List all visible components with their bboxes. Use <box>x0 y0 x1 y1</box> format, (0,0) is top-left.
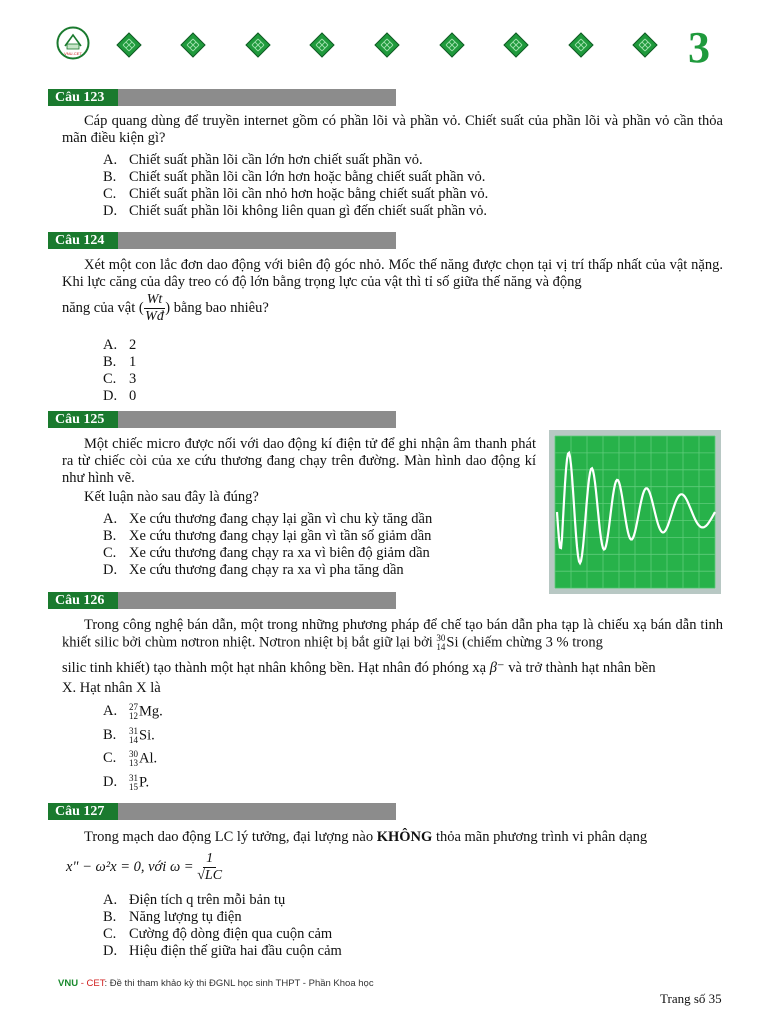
answer-option: C. 30 13 Al. <box>103 749 158 768</box>
question-header-bar <box>48 232 396 249</box>
ratio-fraction: $\frac{Wt}{Wđ}$ <box>145 292 164 324</box>
question-text: Trong công nghệ bán dẫn, một trong những phương pháp để chế tạo bán dẫn pha tạp là chiếu xạ bán dẫn tinh khiết silic bởi chùm nơtron nhiệt. Nơtron nhiệt bị bắt giữ lại bởi 30 14 Si (chiếm chừng 3 % trong <box>62 617 723 652</box>
diamond-ornament-icon <box>568 32 594 58</box>
question-label: Câu 125 <box>48 411 118 428</box>
answer-option: D. Xe cứu thương đang chạy ra xa vì pha tăng dần <box>103 562 404 578</box>
answer-option: C. Chiết suất phần lõi cần nhỏ hơn hoặc bằng chiết suất phần vỏ. <box>103 186 489 202</box>
oscilloscope-screen <box>549 430 721 594</box>
answer-option: C. Xe cứu thương đang chạy ra xa vì biên độ giảm dần <box>103 545 430 561</box>
question-text-continued: X. Hạt nhân X là <box>62 680 161 696</box>
answer-option: A. Điện tích q trên mỗi bản tụ <box>103 892 286 908</box>
question-label: Câu 123 <box>48 89 118 106</box>
answer-option: B. 1 <box>103 354 137 370</box>
diamond-ornament-icon <box>180 32 206 58</box>
question-header-bar <box>48 592 396 609</box>
differential-equation: x" − ω²x = 0, với ω = $\frac{1}{√LC}$ <box>66 851 223 883</box>
answer-option: B. Năng lượng tụ điện <box>103 909 242 925</box>
answer-option: D. Chiết suất phần lõi không liên quan gì đến chiết suất phần vỏ. <box>103 203 488 219</box>
answer-option: B. Chiết suất phần lõi cần lớn hơn hoặc bằng chiết suất phần vỏ. <box>103 169 486 185</box>
answer-option: B. 31 14 Si. <box>103 726 155 745</box>
nuclide-notation: 30 14 <box>436 633 446 652</box>
diamond-ornament-icon <box>116 32 142 58</box>
diamond-ornament-icon <box>374 32 400 58</box>
diamond-ornament-icon <box>632 32 658 58</box>
omega-fraction: $\frac{1}{√LC}$ <box>197 851 223 883</box>
question-text: Trong mạch dao động LC lý tưởng, đại lượng nào KHÔNG thỏa mãn phương trình vi phân dạng <box>84 829 648 845</box>
answer-option: B. Xe cứu thương đang chạy lại gần vì tần số giảm dần <box>103 528 432 544</box>
question-text: Xét một con lắc đơn dao động với biên độ góc nhỏ. Mốc thế năng được chọn tại vị trí thấp nhất của vật nặng. Khi lực căng của dây treo có độ lớn bằng trọng lực của vật thì tỉ số giữa thế năng và động <box>62 257 723 290</box>
answer-option: A. 27 12 Mg. <box>103 702 163 721</box>
question-text: Một chiếc micro được nối với dao động kí điện tử để ghi nhận âm thanh phát ra từ chiếc còi của xe cứu thương đang chạy trên đường. Màn hình dao động kí như hình vẽ. <box>62 436 536 486</box>
question-text: Cáp quang dùng để truyền internet gồm có phần lõi và phần vỏ. Chiết suất của phần lõi và phần vỏ cần thỏa mãn điều kiện gì? <box>62 113 723 146</box>
answer-option: D. 0 <box>103 388 137 404</box>
diamond-ornament-icon <box>503 32 529 58</box>
footer-source: VNU - CET: Đề thi tham khảo kỳ thi ĐGNL học sinh THPT - Phần Khoa học <box>58 978 374 989</box>
question-label: Câu 126 <box>48 592 118 609</box>
page-number: 3 <box>688 23 710 72</box>
diamond-ornament-icon <box>245 32 271 58</box>
answer-option: A. Chiết suất phần lõi cần lớn hơn chiết suất phần vỏ. <box>103 152 423 168</box>
question-text-continued: năng của vật ( $\frac{Wt}{Wđ}$ ) bằng bao nhiêu? <box>62 292 269 324</box>
question-text-continued: silic tinh khiết) tạo thành một hạt nhân không bền. Hạt nhân đó phóng xạ β⁻ và trở thành hạt nhân bền <box>62 660 656 676</box>
footer-page-number: Trang số 35 <box>660 991 722 1006</box>
svg-text:VNU-CET: VNU-CET <box>64 51 82 56</box>
vnu-cet-logo <box>56 26 90 60</box>
diamond-ornament-icon <box>439 32 465 58</box>
answer-option: A. 2 <box>103 337 137 353</box>
answer-option: D. Hiệu điện thế giữa hai đầu cuộn cảm <box>103 943 342 959</box>
answer-option: A. Xe cứu thương đang chạy lại gần vì chu kỳ tăng dần <box>103 511 433 527</box>
question-header-bar <box>48 89 396 106</box>
answer-option: D. 31 15 P. <box>103 773 150 792</box>
beta-minus-symbol: β⁻ <box>489 660 505 676</box>
question-header-bar <box>48 411 396 428</box>
question-prompt: Kết luận nào sau đây là đúng? <box>84 489 259 505</box>
question-header-bar <box>48 803 396 820</box>
diamond-ornament-icon <box>309 32 335 58</box>
question-label: Câu 124 <box>48 232 118 249</box>
question-label: Câu 127 <box>48 803 118 820</box>
answer-option: C. 3 <box>103 371 137 387</box>
answer-option: C. Cường độ dòng điện qua cuộn cảm <box>103 926 333 942</box>
